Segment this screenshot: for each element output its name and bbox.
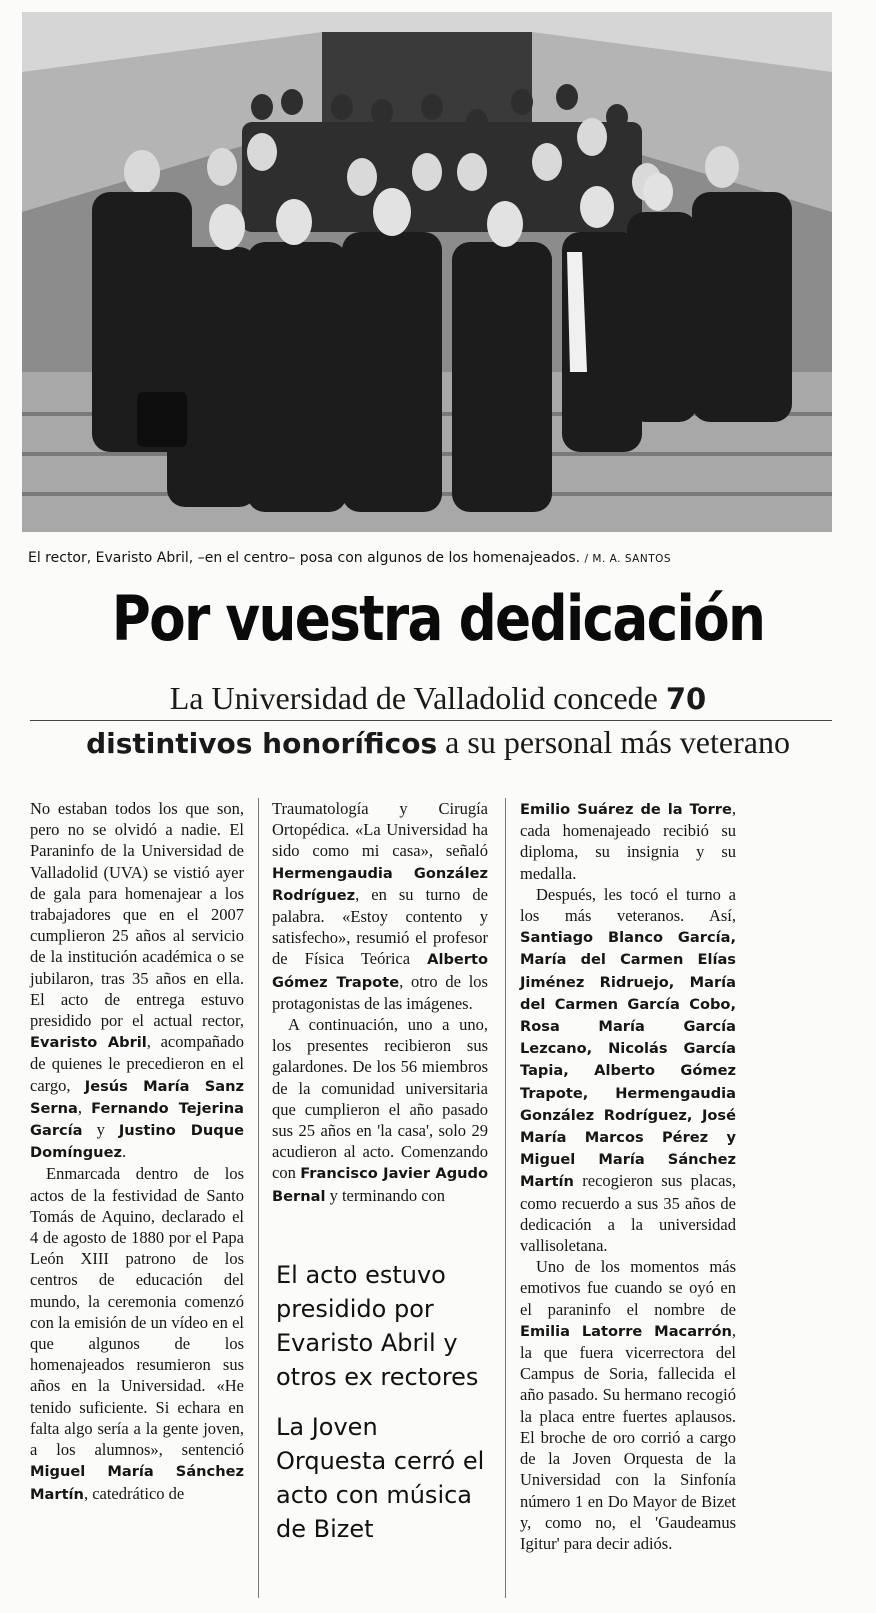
text: , la que fuera vicerrectora del Campus de Soria, fallecida el año pasado. Su hermano recogió la placa entre fuertes aplausos. El broche de oro corrió a cargo de la Joven Orquesta de la Universidad con la Sinfonía número 1 en Do Mayor de Bizet y, como no, el 'Gaudeamus Igitur' para decir adiós. — [520, 1320, 736, 1553]
person-name: Emilio Suárez de la Torre — [520, 801, 732, 818]
text: Uno de los momentos más emotivos fue cuando se oyó en el paraninfo el nombre de — [520, 1257, 736, 1319]
text: Traumatología y Cirugía Ortopédica. «La Universidad ha sido como mi casa», señaló — [272, 799, 488, 861]
text: , acompañado de quienes le precedieron en el cargo, — [30, 1032, 244, 1095]
person-name: Emilia Latorre Macarrón — [520, 1322, 732, 1340]
article-column-1 — [30, 798, 244, 1505]
column-divider — [258, 798, 259, 1598]
text: Después, les tocó el turno a los más veteranos. Así, — [520, 884, 736, 926]
text: recogieron sus placas, como recuerdo a sus 35 años de dedicación a la universidad vallisoletana. — [520, 1171, 736, 1256]
person-name: Miguel María Sánchez Martín — [30, 1463, 244, 1503]
text: y — [82, 1120, 119, 1140]
column-divider — [505, 798, 506, 1598]
paragraph — [272, 1014, 488, 1207]
text: , en su turno de palabra. «Estoy contento y satisfecho», resumió el profesor de Física Teórica — [272, 884, 488, 969]
paragraph — [272, 798, 488, 1014]
group-photo — [22, 12, 832, 532]
subhead-rule — [30, 720, 832, 721]
text: , — [77, 1097, 92, 1117]
paragraph — [520, 1256, 736, 1554]
text: No estaban todos los que son, pero no se olvidó a nadie. El Paraninfo de la Universidad de Valladolid (UVA) se vistió ayer de gala para homenajear a los trabajadores que en el 2007 cumplieron 25 años al servicio de la institución académica o se jubilaron, tras 35 años en ella. El acto de entrega estuvo presidido por el actual rector, — [30, 799, 244, 1031]
pull-quote-2: La Joven Orquesta cerró el acto con música de Bizet — [276, 1413, 485, 1543]
person-name: Hermengaudia González Rodríguez — [272, 864, 488, 904]
paragraph — [520, 884, 736, 1256]
person-name: Alberto Gómez Trapote — [272, 951, 488, 991]
headline: Por vuestra dedicación — [111, 582, 765, 655]
photo-caption — [28, 550, 848, 566]
person-names: Santiago Blanco García, María del Carmen Elías Jiménez Ridruejo, María del Carmen García Cobo, Rosa María García Lezcano, Nicolás García Tapia, Alberto Gómez Trapote, Hermengaudia González Rodríguez, José María Marcos Pérez y Miguel María Sánchez Martín — [520, 929, 736, 1191]
group-photo-icon — [22, 12, 832, 532]
subhead-text-2b: a su personal más veterano — [437, 724, 790, 760]
text: y terminando con — [325, 1185, 446, 1205]
person-name: Evaristo Abril — [30, 1034, 147, 1052]
paragraph — [520, 798, 736, 884]
subheadline-line-1 — [0, 680, 876, 717]
text: , otro de los protagonistas de las imágenes. — [272, 971, 488, 1013]
text: , catedrático de — [83, 1483, 185, 1503]
person-name: Justino Duque Domínguez — [30, 1122, 245, 1162]
subhead-bold-2: distintivos honoríficos — [86, 727, 438, 760]
text: A continuación, uno a uno, los presentes recibieron sus galardones. De los 56 miembros de la comunidad universitaria que cumplieron el año pasado sus 25 años en 'la casa', solo 29 acudieron al acto. Comenzando con — [272, 1015, 488, 1183]
article-column-3 — [520, 798, 736, 1554]
caption-text: El rector, Evaristo Abril, –en el centro– posa con algunos de los homenajeados. — [28, 550, 581, 566]
article-column-2 — [272, 798, 488, 1207]
subheadline-line-2 — [0, 724, 876, 761]
subhead-number: 70 — [665, 682, 707, 716]
person-name: Francisco Javier Agudo Bernal — [272, 1165, 489, 1205]
text: , cada homenajeado recibió su diploma, su insignia y su medalla. — [520, 799, 736, 883]
text: . — [121, 1142, 127, 1162]
person-name: Fernando Tejerina García — [30, 1099, 244, 1140]
pull-quote-1: El acto estuvo presidido por Evaristo Abril y otros ex rectores — [276, 1261, 479, 1391]
person-name: Jesús María Sanz Serna — [30, 1077, 244, 1117]
subhead-text-1a: La Universidad de Valladolid concede — [169, 680, 666, 716]
paragraph — [30, 798, 244, 1163]
photo-credit: / M. A. SANTOS — [584, 553, 672, 565]
text: Enmarcada dentro de los actos de la festividad de Santo Tomás de Aquino, declarado el 4 de agosto de 1880 por el Papa León XIII patrono de los centros de educación del mundo, la ceremonia comenzó con la emisión de un vídeo en el que algunos de los homenajeados resumieron sus años en la Universidad. «He tenido suficiente. Si echara en falta algo sería a la gente joven, a los alumnos», sentenció — [30, 1164, 244, 1460]
paragraph — [30, 1163, 244, 1504]
